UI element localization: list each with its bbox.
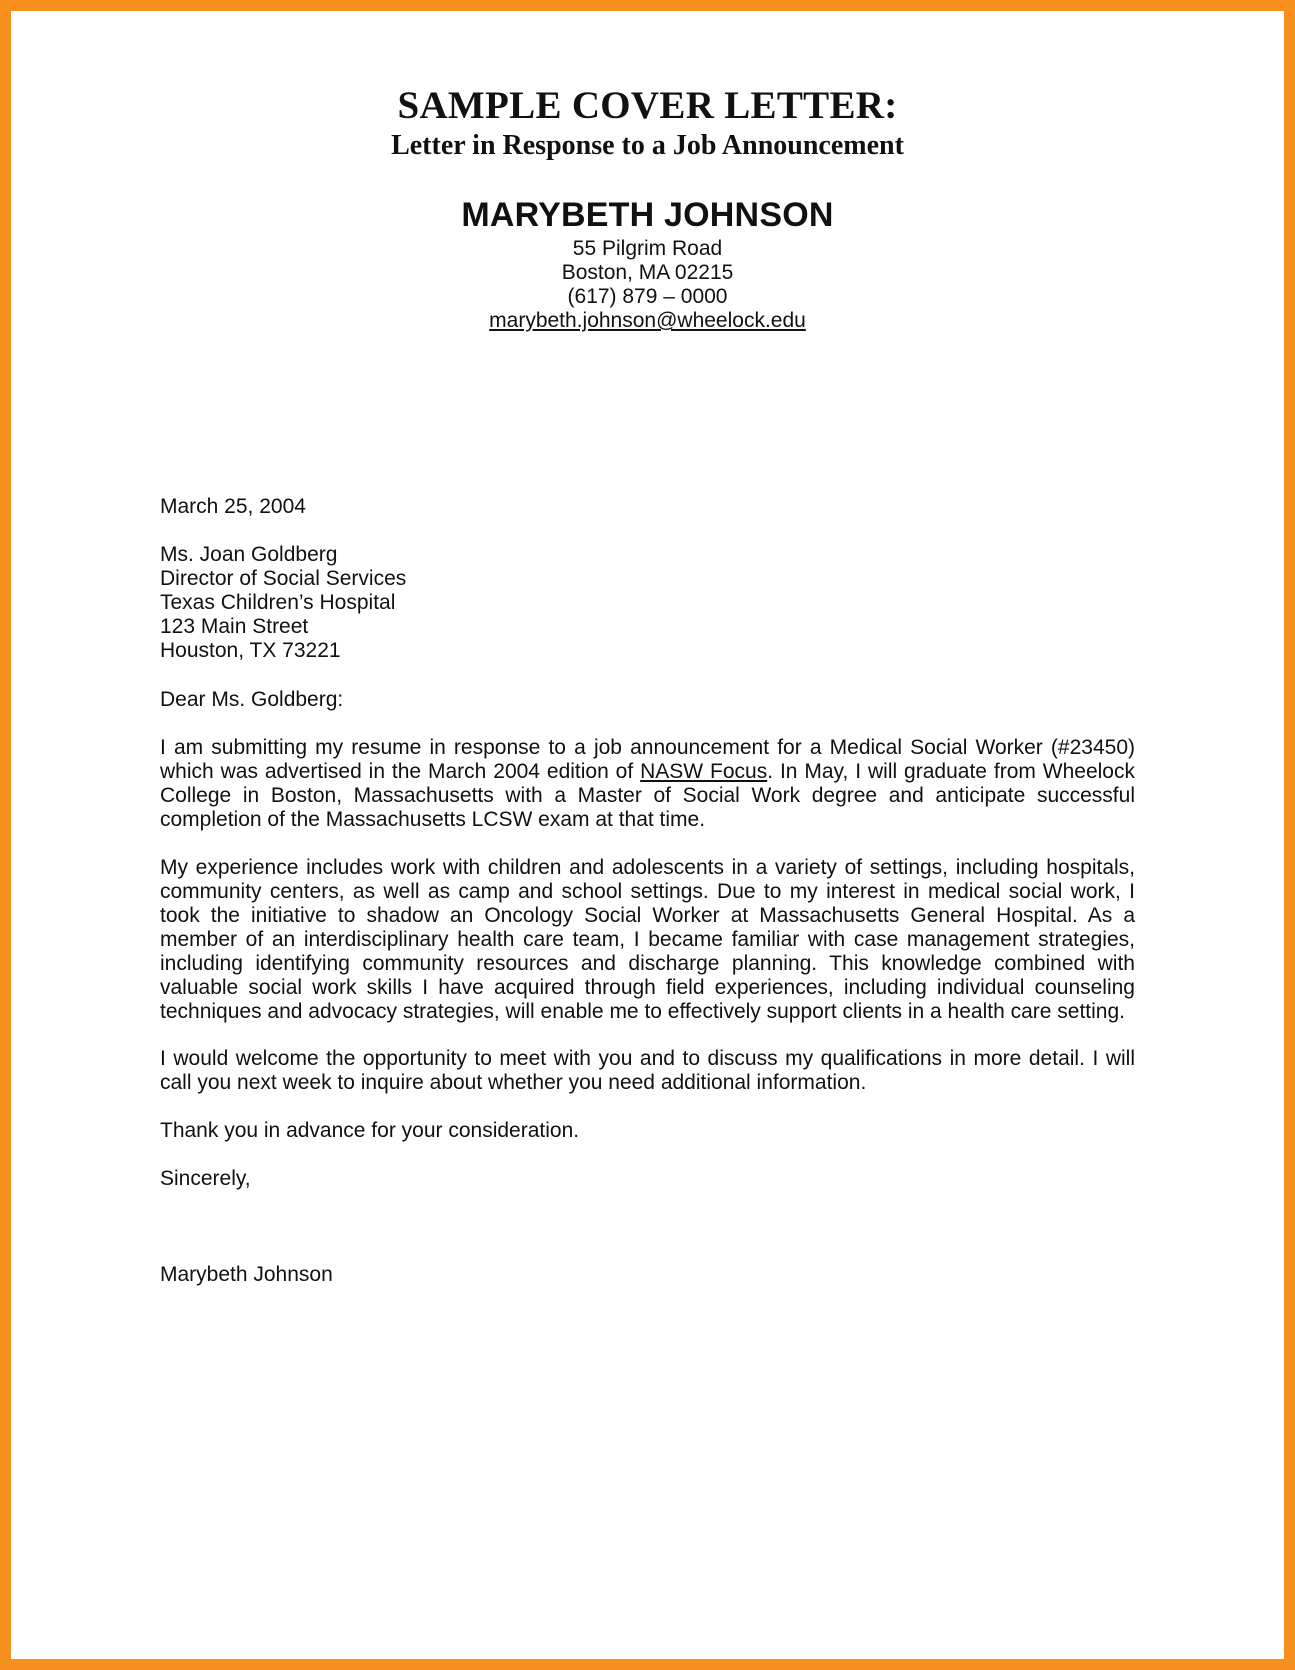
paragraph-2: My experience includes work with children and adolescents in a variety of settings, including hospitals, community centers, as well as camp and school settings. Due to my interest in medical social work, I took the initiative to shadow an Oncology Social Worker at Massachusetts General Hospital. As a member of an interdisciplinary health care team, I became familiar with case management strategies, including identifying community resources and discharge planning. This knowledge combined with valuable social work skills I have acquired through field experiences, including individual counseling techniques and advocacy strategies, will enable me to effectively support clients in a health care setting.	[160, 856, 1135, 1023]
recipient-address	[160, 543, 1135, 663]
sender-phone: (617) 879 – 0000	[567, 285, 728, 308]
recipient-title: Director of Social Services	[160, 567, 407, 590]
sender-street: 55 Pilgrim Road	[572, 237, 723, 260]
sender-header	[0, 193, 1295, 333]
paragraph-4: Thank you in advance for your consideration.	[160, 1119, 580, 1142]
paragraph-1	[160, 736, 1135, 832]
sender-name: MARYBETH JOHNSON	[461, 196, 834, 234]
document-title: SAMPLE COVER LETTER:	[397, 84, 898, 127]
letter-date: March 25, 2004	[160, 495, 306, 518]
salutation: Dear Ms. Goldberg:	[160, 688, 344, 711]
paragraph-1-text-start: I am submitting my resume in response to a job announcement for a Medical Social Worker (#23450) which was advertised in the March 2004 edition of	[160, 736, 1135, 783]
recipient-street: 123 Main Street	[160, 615, 309, 638]
recipient-organization: Texas Children’s Hospital	[160, 591, 396, 614]
paragraph-3: I would welcome the opportunity to meet with you and to discuss my qualifications in more detail. I will call you next week to inquire about whether you need additional information.	[160, 1047, 1135, 1094]
signature-name: Marybeth Johnson	[160, 1263, 333, 1286]
recipient-city-state-zip: Houston, TX 73221	[160, 639, 341, 662]
closing: Sincerely,	[160, 1167, 251, 1190]
sender-email-link[interactable]: marybeth.johnson@wheelock.edu	[489, 309, 806, 332]
document-subtitle: Letter in Response to a Job Announcement	[391, 130, 904, 161]
paragraph-1-text-end: . In May, I will graduate from Wheelock College in Boston, Massachusetts with a Master of Social Work degree and anticipate successful completion of the Massachusetts LCSW exam at that time.	[160, 760, 1135, 831]
publication-title: NASW Focus	[640, 760, 768, 783]
recipient-name: Ms. Joan Goldberg	[160, 543, 338, 566]
sender-city-state-zip: Boston, MA 02215	[561, 261, 734, 284]
